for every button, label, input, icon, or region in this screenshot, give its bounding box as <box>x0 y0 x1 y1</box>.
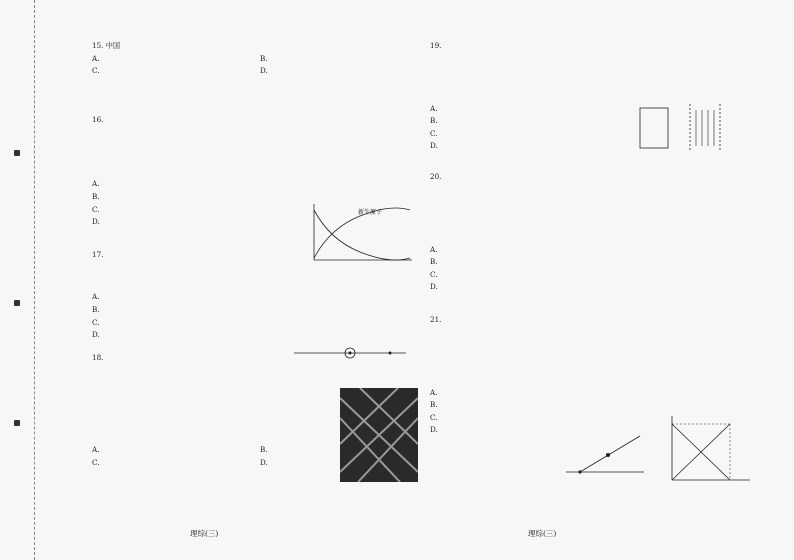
incline <box>580 436 640 472</box>
option-b: B. <box>430 257 438 267</box>
option-a: A. <box>92 53 100 63</box>
option-a: A. <box>92 292 100 302</box>
question-20 <box>430 171 765 294</box>
option-a: A. <box>92 179 100 189</box>
question-15 <box>92 40 422 78</box>
field-region-left <box>640 108 668 148</box>
question-stem: 19. <box>430 41 442 50</box>
option-a: A. <box>92 445 100 455</box>
option-c: C. <box>92 66 100 76</box>
option-c: C. <box>92 204 100 214</box>
option-d: D. <box>260 66 268 76</box>
option-d: D. <box>430 282 438 292</box>
option-b: B. <box>260 53 268 63</box>
point-o <box>349 352 352 355</box>
option-c: C. <box>92 457 100 467</box>
option-d: D. <box>430 141 438 151</box>
question-stem: 15. 中国 <box>92 41 121 50</box>
option-a: A. <box>430 387 438 397</box>
option-d: D. <box>260 457 268 467</box>
question-stem: 18. <box>92 352 104 362</box>
option-d: D. <box>430 425 438 435</box>
option-d: D. <box>92 217 100 227</box>
binding-margin <box>0 0 35 560</box>
binding-mark <box>14 420 20 426</box>
energy-graph <box>660 412 755 492</box>
charge-point <box>578 470 581 473</box>
option-b: B. <box>260 445 268 455</box>
question-stem: 16. <box>92 114 104 124</box>
binding-mark <box>14 150 20 156</box>
cable-photo <box>340 388 418 482</box>
point-d <box>389 352 392 355</box>
slope-figure <box>560 420 650 480</box>
cable-texture <box>340 388 418 482</box>
charges-axis-figure <box>290 338 410 368</box>
question-stem: 20. <box>430 171 442 181</box>
page-footer-right: 理综(三) <box>528 529 557 538</box>
curve-label: 新生原子 <box>358 209 383 216</box>
field-figure <box>630 100 740 160</box>
option-c: C. <box>92 317 100 327</box>
option-b: B. <box>92 191 100 201</box>
option-c: C. <box>430 412 438 422</box>
small-ball <box>606 453 610 457</box>
option-b: B. <box>92 304 100 314</box>
option-c: C. <box>430 269 438 279</box>
decay-curve <box>314 210 410 260</box>
question-stem: 17. <box>92 249 104 259</box>
option-c: C. <box>430 128 438 138</box>
page-footer-left: 理综(三) <box>190 529 219 538</box>
option-b: B. <box>430 400 438 410</box>
option-b: B. <box>430 116 438 126</box>
binding-mark <box>14 300 20 306</box>
field-arrows <box>696 110 714 146</box>
option-a: A. <box>430 103 438 113</box>
question-stem: 21. <box>430 314 442 324</box>
option-d: D. <box>92 330 100 340</box>
option-a: A. <box>430 244 438 254</box>
decay-curve-figure <box>300 200 420 270</box>
